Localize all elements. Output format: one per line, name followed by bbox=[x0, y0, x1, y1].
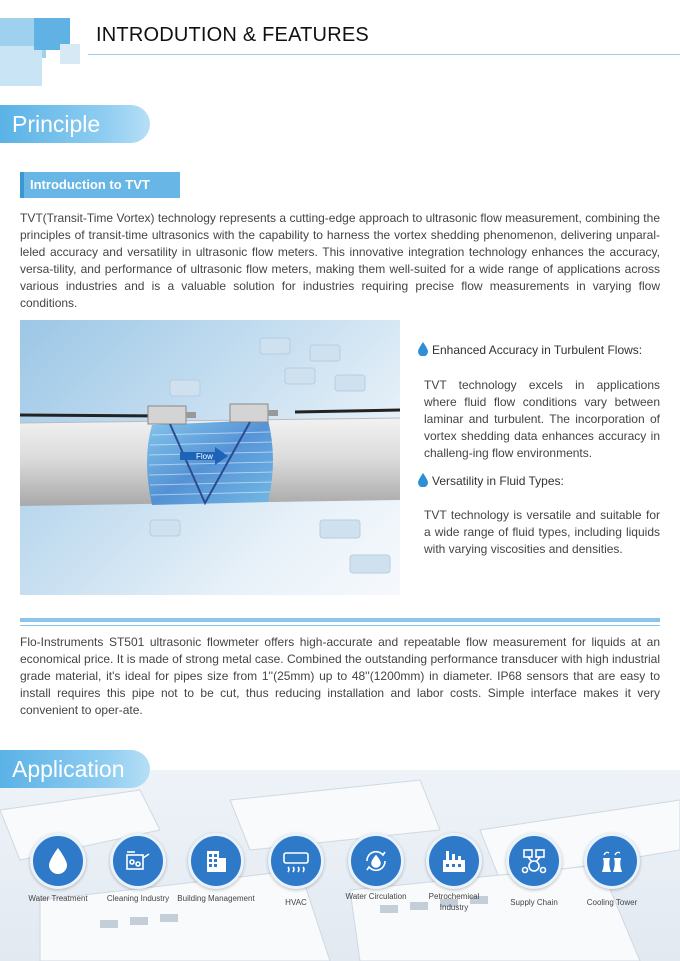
feature-text: TVT technology is versatile and suitable for a wide range of fluid types, including liquids with varying viscosities and densities. bbox=[424, 508, 660, 556]
section-divider bbox=[20, 625, 660, 626]
cooling-tower-icon bbox=[584, 833, 640, 889]
application-label: Building Management bbox=[177, 894, 255, 903]
application-label: Cooling Tower bbox=[586, 898, 638, 907]
header-divider bbox=[88, 54, 680, 55]
feature-text: TVT technology excels in applications where fluid flow conditions vary between laminar and turbulent. The incorporation of vortex shedding data enhances accuracy in challeng-ing flow environments. bbox=[424, 378, 660, 460]
tvt-pipe-illustration bbox=[20, 320, 400, 595]
water-drop-icon bbox=[418, 342, 428, 356]
feature-title: Versatility in Fluid Types: bbox=[432, 474, 564, 488]
application-label: Water Circulation bbox=[345, 892, 407, 901]
application-background bbox=[0, 770, 680, 961]
application-label: HVAC bbox=[285, 898, 307, 907]
supply-chain-icon bbox=[506, 833, 562, 889]
factory-icon bbox=[426, 833, 482, 889]
section-title-application: Application bbox=[0, 750, 150, 788]
product-description: Flo-Instruments ST501 ultrasonic flowmeter offers high-accurate and repeatable flow measurement for liquids at an economical price. It is made of strong metal case. Combined the outstanding performance transducer with high industrial grade material, it's ideal for pipes size from 1''(25mm) up to 48''(1200mm) in diameter. IP68 sensors that are easy to install requires this pipe not to be cut, thus reducing installation and labor costs. Simple interface makes it very convenient to oper-ate. bbox=[20, 635, 660, 717]
header-decor-square bbox=[0, 46, 42, 86]
cleaning-icon bbox=[110, 833, 166, 889]
application-label: Water Treatment bbox=[28, 894, 88, 903]
water-drop-icon bbox=[418, 473, 428, 487]
application-label: Cleaning Industry bbox=[106, 894, 170, 903]
header-decor-square bbox=[60, 44, 80, 64]
section-divider bbox=[20, 618, 660, 622]
section-title-principle: Principle bbox=[0, 105, 150, 143]
feature-title: Enhanced Accuracy in Turbulent Flows: bbox=[432, 343, 643, 357]
subheading-tvt: Introduction to TVT bbox=[20, 172, 180, 198]
hvac-icon bbox=[268, 833, 324, 889]
water-drop-icon bbox=[30, 833, 86, 889]
application-label: Supply Chain bbox=[510, 898, 558, 907]
application-label: Petrochemical Industry bbox=[428, 892, 480, 912]
intro-paragraph: TVT(Transit-Time Vortex) technology represents a cutting-edge approach to ultrasonic flow measurement, combining the principles of transit-time ultrasonics with the capability to harness the vortex shedding phenomenon, delivering unparal-leled accuracy and versatility in ultrasonic flow meters. This innovative integration technology enhances the accuracy, versa-tility, and performance of ultrasonic flow meters, making them well-suited for a wide range of applications across various industries and is a valuable solution for industries requiring precise flow measurements in varying flow conditions. bbox=[20, 211, 660, 310]
flow-label: Flow bbox=[196, 452, 213, 461]
water-circulation-icon bbox=[348, 833, 404, 889]
building-icon bbox=[188, 833, 244, 889]
page-title: INTRODUTION & FEATURES bbox=[96, 24, 369, 46]
